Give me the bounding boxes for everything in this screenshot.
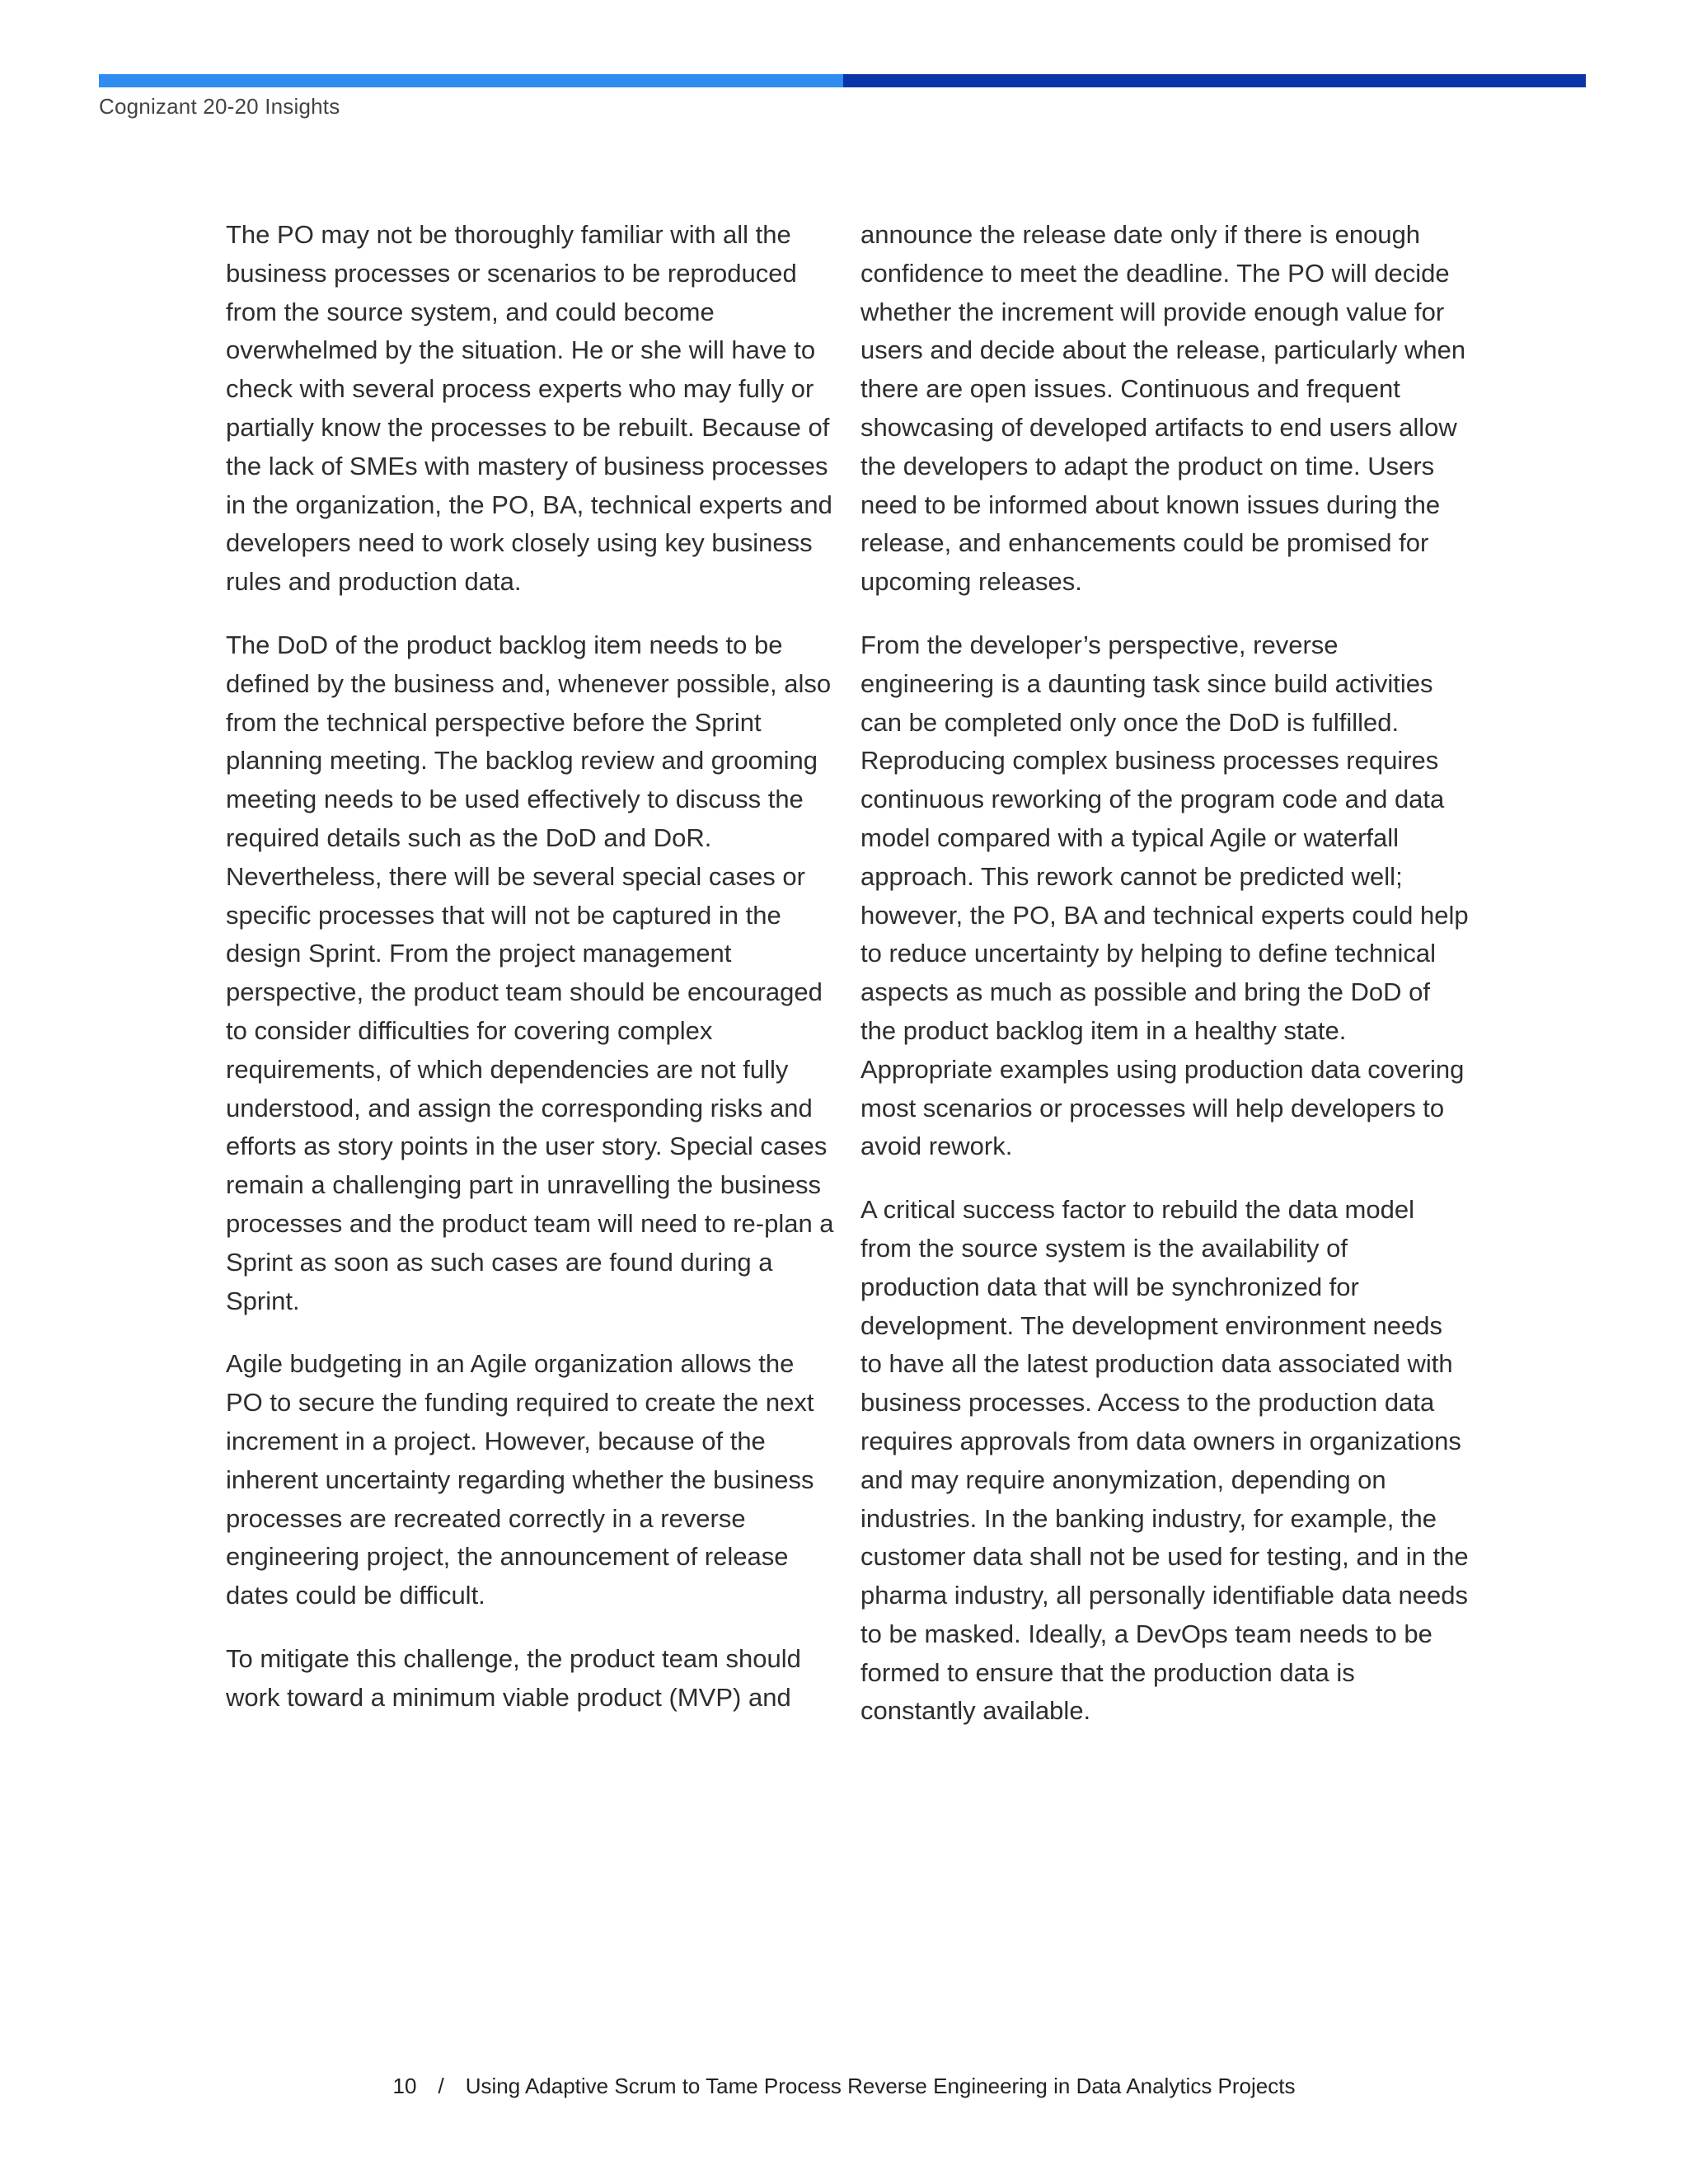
page-footer	[0, 2074, 1688, 2099]
paragraph: From the developer’s perspective, reverse engineering is a daunting task since build activities can be completed only once the DoD is fulfilled. Reproducing complex business processes requires continuous reworking of the program code and data model compared with a typical Agile or waterfall approach. This rework cannot be predicted well; however, the PO, BA and technical experts could help to reduce uncertainty by helping to define technical aspects as much as possible and bring the DoD of the product backlog item in a healthy state. Appropriate examples using production data covering most scenarios or processes will help developers to avoid rework.	[860, 630, 1469, 1161]
paragraph: Agile budgeting in an Agile organization allows the PO to secure the funding required to create the next increment in a project. However, because of the inherent uncertainty regarding whether the business processes are recreated correctly in a reverse engineering project, the announcement of release dates could be difficult.	[226, 1349, 814, 1610]
right-column	[860, 216, 1470, 1755]
left-column	[226, 216, 836, 1741]
paragraph: To mitigate this challenge, the product team should work toward a minimum viable product (MVP) and	[226, 1643, 801, 1712]
paragraph: A critical success factor to rebuild the data model from the source system is the availability of production data that will be synchronized for development. The development environment needs to have all the latest production data associated with business processes. Access to the production data requires approvals from data owners in organizations and may require anonymization, depending on industries. In the banking industry, for example, the customer data shall not be used for testing, and in the pharma industry, all personally identifiable data needs to be masked. Ideally, a DevOps team needs to be formed to ensure that the production data is constantly available.	[860, 1195, 1469, 1726]
page-number: 10	[392, 2074, 417, 2098]
footer-separator: /	[438, 2074, 444, 2098]
paragraph: The PO may not be thoroughly familiar with all the business processes or scenarios to be reproduced from the source system, and could become overwhelmed by the situation. He or she will have to check with several process experts who may fully or partially know the processes to be rebuilt. Because of the lack of SMEs with mastery of business processes in the organization, the PO, BA, technical experts and developers need to work closely using key business rules and production data.	[226, 220, 832, 597]
header-accent-bar	[99, 74, 1586, 87]
paragraph: The DoD of the product backlog item needs to be defined by the business and, whenever possible, also from the technical perspective before the Sprint planning meeting. The backlog review and grooming meeting needs to be used effectively to discuss the required details such as the DoD and DoR. Nevertheless, there will be several special cases or specific processes that will not be captured in the design Sprint. From the project management perspective, the product team should be encouraged to consider difficulties for covering complex requirements, of which dependencies are not fully understood, and assign the corresponding risks and efforts as story points in the user story. Special cases remain a challenging part in unravelling the business processes and the product team will need to re-plan a Sprint as soon as such cases are found during a Sprint.	[226, 630, 834, 1315]
document-title: Using Adaptive Scrum to Tame Process Reverse Engineering in Data Analytics Projects	[465, 2074, 1296, 2098]
header-accent-bar-dark	[843, 74, 1586, 87]
header-accent-bar-light	[99, 74, 843, 87]
publication-name: Cognizant 20-20 Insights	[99, 94, 340, 119]
paragraph: announce the release date only if there is enough confidence to meet the deadline. The PO will decide whether the increment will provide enough value for users and decide about the release, particularly when there are open issues. Continuous and frequent showcasing of developed artifacts to end users allow the developers to adapt the product on time. Users need to be informed about known issues during the release, and enhancements could be promised for upcoming releases.	[860, 220, 1466, 597]
